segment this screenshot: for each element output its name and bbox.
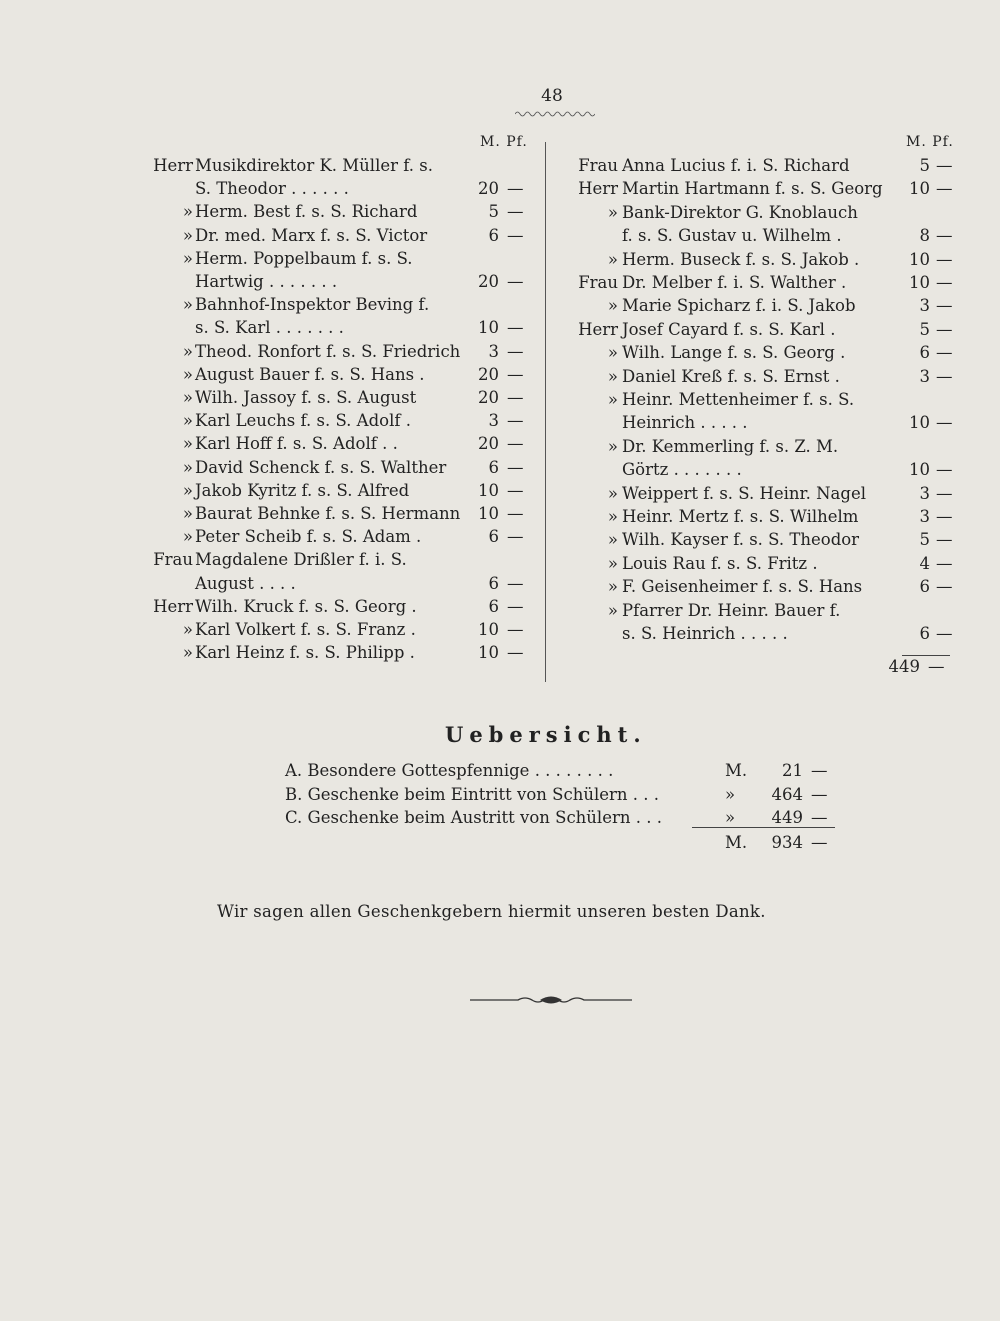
donor-row [572,575,962,599]
summary-amount: 21 [782,761,803,780]
donor-name: Görtz . . . . . . . [622,460,742,480]
donor-row [572,224,962,248]
amount-marks: 10 [909,273,930,292]
amount-marks: 10 [478,480,499,500]
amount-pfennig: — [507,527,524,547]
donor-title: » [182,480,193,500]
donor-row [145,409,530,433]
amount-pfennig: — [936,553,953,573]
donor-row [145,224,530,248]
summary-label: A. Besondere Gottespfennige . . . . . . . . [285,761,614,780]
donor-title: Herr [578,319,618,339]
amount-marks: 5 [919,156,930,175]
summary-label: C. Geschenke beim Austritt von Schülern . . . [285,808,662,827]
amount-marks: 20 [478,179,499,199]
donor-title: » [182,364,193,384]
amount-pfennig: — [507,573,524,593]
donor-title: Herr [578,179,618,199]
amount-pfennig: — [507,272,524,291]
amount-marks: 6 [488,596,499,616]
donor-row [572,248,962,272]
amount-pfennig: — [936,366,953,386]
amount-marks: 3 [919,296,930,316]
donor-title: » [182,388,193,407]
donor-row [145,479,530,503]
summary-currency: M. [725,761,748,780]
amount-marks: 3 [488,411,499,431]
donor-row [572,505,962,529]
donor-row [572,411,962,435]
donor-title: » [182,434,193,454]
donor-name: f. s. S. Gustav u. Wilhelm . [622,226,842,246]
donor-row [572,552,962,576]
amount-marks: 10 [909,460,930,480]
donor-name: Wilh. Kruck f. s. S. Georg . [195,596,417,616]
summary-dash: — [811,785,828,804]
donor-name: Theod. Ronfort f. s. S. Friedrich [195,341,461,361]
donor-title: » [607,507,618,526]
donor-row [572,528,962,552]
amount-marks: 3 [488,341,499,361]
donor-title: » [607,390,618,409]
summary-amount: 464 [771,785,803,804]
right-column-total [872,655,972,679]
donor-row [145,548,530,572]
donor-name: Heinr. Mertz f. s. S. Wilhelm [622,507,859,526]
amount-marks: 20 [478,434,499,454]
amount-pfennig: — [936,343,953,363]
column-divider [545,142,546,682]
donor-name: Peter Scheib f. s. S. Adam . [195,527,422,547]
amount-pfennig: — [936,413,953,433]
summary-total-currency: M. [725,833,748,852]
amount-pfennig: — [507,364,524,384]
donor-title: » [182,248,193,268]
donor-row [145,572,530,596]
donor-row [572,599,962,623]
amount-pfennig: — [507,643,524,663]
donor-name: Bank-Direktor G. Knoblauch [622,202,858,222]
donor-row [145,340,530,364]
donor-name: Pfarrer Dr. Heinr. Bauer f. [622,600,841,620]
donor-name: Bahnhof-Inspektor Beving f. [195,295,430,315]
donor-name: S. Theodor . . . . . . [195,179,349,199]
left-column-header: M. Pf. [480,134,528,150]
amount-pfennig: — [936,273,953,292]
amount-pfennig: — [507,457,524,477]
amount-pfennig: — [507,225,524,245]
amount-marks: 6 [919,343,930,363]
amount-marks: 5 [488,202,499,222]
amount-marks: 20 [478,364,499,384]
donor-name: Magdalene Drißler f. i. S. [195,550,407,570]
donor-name: Karl Heinz f. s. S. Philipp . [195,643,415,663]
donor-name: David Schenck f. s. S. Walther [195,457,447,477]
donor-row [572,177,962,201]
donor-title: » [607,600,618,620]
amount-marks: 10 [909,413,930,433]
amount-pfennig: — [936,296,953,316]
donor-name: F. Geisenheimer f. s. S. Hans [622,577,863,597]
donor-row [145,618,530,642]
amount-marks: 10 [909,179,930,199]
amount-marks: 20 [478,272,499,291]
amount-marks: 10 [909,249,930,269]
amount-pfennig: — [507,179,524,199]
donor-row [572,458,962,482]
donor-name: s. S. Heinrich . . . . . [622,624,788,643]
donor-name: Martin Hartmann f. s. S. Georg [622,179,883,199]
donor-name: Heinrich . . . . . [622,413,748,433]
donor-row [145,525,530,549]
donor-title: » [607,530,618,550]
donor-name: Anna Lucius f. i. S. Richard [622,156,850,175]
amount-pfennig: — [507,202,524,222]
donor-name: Weippert f. s. S. Heinr. Nagel [622,483,866,503]
donor-row [145,432,530,456]
summary-heading: Uebersicht. [445,722,647,747]
donor-name: Karl Hoff f. s. S. Adolf . . [195,434,398,454]
summary-total-rule [692,827,835,828]
donor-name: Wilh. Jassoy f. s. S. August [195,388,417,407]
donor-row [145,154,530,178]
total-amount: 449 [888,657,920,676]
donor-name: Dr. med. Marx f. s. S. Victor [195,225,428,245]
amount-pfennig: — [936,507,953,526]
summary-dash: — [811,808,828,827]
total-pf: — [928,657,945,676]
donor-name: Dr. Kemmerling f. s. Z. M. [622,436,839,456]
donor-name: Heinr. Mettenheimer f. s. S. [622,390,855,409]
end-ornament [470,993,632,1007]
donor-title: » [607,202,618,222]
donor-row [145,386,530,410]
donor-row [572,622,962,646]
donor-row [145,270,530,294]
donor-title: » [607,553,618,573]
amount-pfennig: — [936,577,953,597]
donor-title: » [182,643,193,663]
summary-total-dash: — [811,833,828,852]
amount-pfennig: — [507,620,524,639]
amount-marks: 10 [478,620,499,639]
donor-row [572,271,962,295]
donor-title: » [182,295,193,315]
amount-marks: 5 [919,319,930,339]
donor-row [145,316,530,340]
amount-pfennig: — [936,483,953,503]
amount-marks: 10 [478,318,499,338]
donor-row [145,293,530,317]
amount-pfennig: — [936,624,953,643]
amount-pfennig: — [936,530,953,550]
page-number: 48 [541,86,563,106]
donor-title: » [607,343,618,363]
amount-marks: 6 [488,573,499,593]
page-number-ornament [515,110,595,118]
donor-row [572,201,962,225]
donor-row [572,365,962,389]
donor-title: » [607,577,618,597]
amount-marks: 6 [488,457,499,477]
amount-pfennig: — [936,226,953,246]
donor-title: Herr [153,596,193,616]
donor-name: Dr. Melber f. i. S. Walther . [622,273,847,292]
summary-amount: 449 [771,808,803,827]
donor-name: Musikdirektor K. Müller f. s. [195,156,433,175]
amount-pfennig: — [936,249,953,269]
donor-title: » [182,620,193,639]
amount-pfennig: — [936,156,953,175]
amount-marks: 5 [919,530,930,550]
amount-pfennig: — [507,388,524,407]
summary-label: B. Geschenke beim Eintritt von Schülern . . . [285,785,659,804]
donor-title: » [182,225,193,245]
amount-pfennig: — [507,318,524,338]
donor-name: Wilh. Kayser f. s. S. Theodor [622,530,860,550]
donor-name: Baurat Behnke f. s. S. Hermann [195,504,461,523]
amount-marks: 8 [919,226,930,246]
donor-title: » [607,296,618,316]
donor-row [145,200,530,224]
donor-row [572,482,962,506]
donor-title: » [182,341,193,361]
donor-name: Wilh. Lange f. s. S. Georg . [622,343,846,363]
amount-pfennig: — [507,341,524,361]
donor-name: Karl Volkert f. s. S. Franz . [195,620,416,639]
amount-pfennig: — [507,504,524,523]
amount-pfennig: — [507,434,524,454]
donor-title: » [607,483,618,503]
amount-marks: 3 [919,483,930,503]
donor-name: Karl Leuchs f. s. S. Adolf . [195,411,411,431]
closing-text: Wir sagen allen Geschenkgebern hiermit unseren besten Dank. [217,902,766,921]
donor-title: » [182,202,193,222]
amount-marks: 10 [478,643,499,663]
amount-marks: 6 [488,225,499,245]
amount-marks: 20 [478,388,499,407]
donor-row [145,641,530,665]
donor-row [145,363,530,387]
donor-title: Frau [153,550,193,570]
donor-row [572,388,962,412]
donor-title: Herr [153,156,193,175]
donor-row [572,154,962,178]
donor-name: Herm. Poppelbaum f. s. S. [195,248,413,268]
amount-marks: 3 [919,507,930,526]
donor-name: Hartwig . . . . . . . [195,272,338,291]
donor-title: » [182,527,193,547]
donor-name: Josef Cayard f. s. S. Karl . [622,319,836,339]
donor-name: August . . . . [195,573,296,593]
donor-row [572,318,962,342]
donor-row [572,341,962,365]
donor-name: August Bauer f. s. S. Hans . [195,364,425,384]
donor-row [572,294,962,318]
donor-row [145,502,530,526]
amount-marks: 6 [919,624,930,643]
donor-name: Jakob Kyritz f. s. S. Alfred [195,480,410,500]
donor-name: Daniel Kreß f. s. S. Ernst . [622,366,840,386]
donor-title: » [607,436,618,456]
amount-pfennig: — [936,319,953,339]
donor-title: » [607,366,618,386]
donor-title: » [182,504,193,523]
donor-row [145,456,530,480]
donor-title: » [182,411,193,431]
donor-name: Herm. Best f. s. S. Richard [195,202,418,222]
amount-pfennig: — [507,411,524,431]
amount-marks: 10 [478,504,499,523]
donor-title: Frau [578,273,618,292]
summary-currency: » [725,785,736,804]
right-column-header: M. Pf. [906,134,954,150]
summary-currency: » [725,808,736,827]
donor-name: Herm. Buseck f. s. S. Jakob . [622,249,860,269]
amount-pfennig: — [936,460,953,480]
donor-title: » [607,249,618,269]
donor-name: Marie Spicharz f. i. S. Jakob [622,296,856,316]
amount-pfennig: — [507,480,524,500]
amount-marks: 6 [488,527,499,547]
donor-title: » [182,457,193,477]
amount-marks: 4 [919,553,930,573]
donor-name: Louis Rau f. s. S. Fritz . [622,553,818,573]
summary-dash: — [811,761,828,780]
summary-total-amount: 934 [771,833,803,852]
amount-marks: 6 [919,577,930,597]
donor-row [572,435,962,459]
amount-pfennig: — [936,179,953,199]
donor-row [145,247,530,271]
donor-title: Frau [578,156,618,175]
donor-row [145,595,530,619]
amount-pfennig: — [507,596,524,616]
amount-marks: 3 [919,366,930,386]
donor-name: s. S. Karl . . . . . . . [195,318,344,338]
donor-row [145,177,530,201]
